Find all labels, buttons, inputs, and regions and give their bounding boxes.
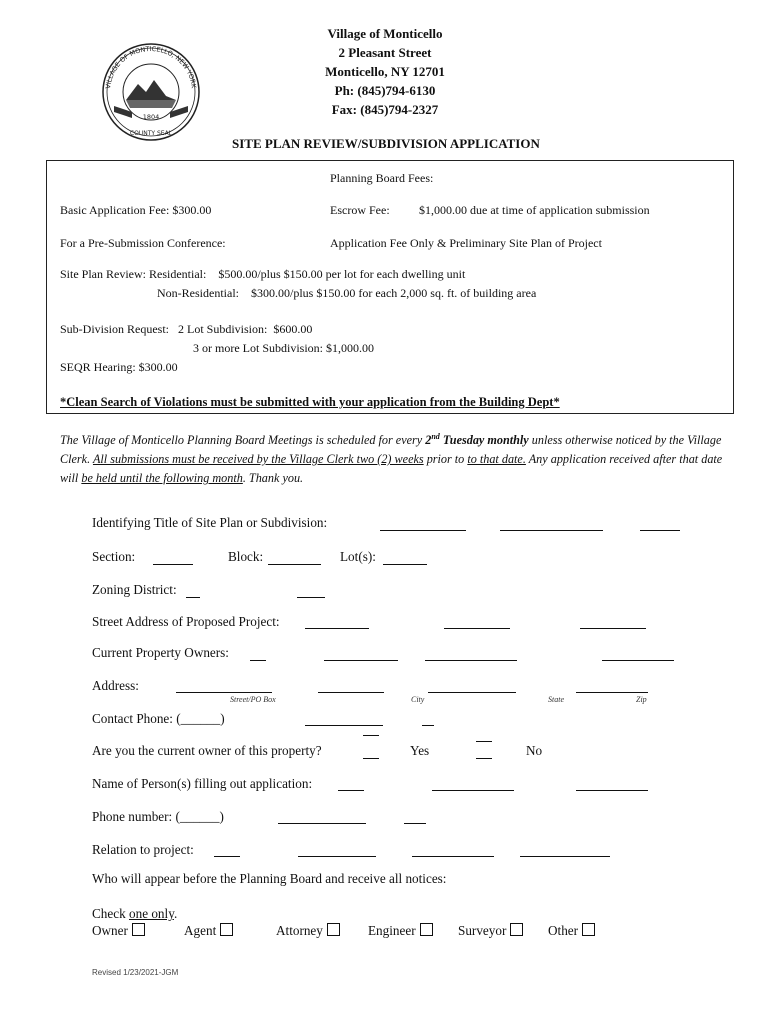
svg-text:COUNTY SEAL: COUNTY SEAL xyxy=(129,130,173,137)
pre-submission-value: Application Fee Only & Preliminary Site Plan of Project xyxy=(330,236,602,250)
owner-checkbox[interactable] xyxy=(132,923,145,936)
address-state-hint: State xyxy=(548,695,564,704)
subdivision-two-lot: Sub-Division Request: 2 Lot Subdivision: $600.00 xyxy=(60,322,313,336)
section-field[interactable] xyxy=(153,564,193,565)
option-owner-label: Owner xyxy=(92,923,128,938)
street-address-field-2[interactable] xyxy=(444,628,510,629)
phone-number-field-1[interactable] xyxy=(278,823,366,824)
pre-submission-label: For a Pre-Submission Conference: xyxy=(60,236,226,250)
street-address-field-3[interactable] xyxy=(580,628,646,629)
option-surveyor-label: Surveyor xyxy=(458,923,507,938)
svg-text:1804: 1804 xyxy=(142,113,160,121)
relation-field-4[interactable] xyxy=(520,856,610,857)
village-name: Village of Monticello xyxy=(327,26,443,41)
village-seal-logo xyxy=(92,40,210,144)
identifying-title-field-3[interactable] xyxy=(640,530,680,531)
no-label: No xyxy=(526,743,543,758)
relation-field-2[interactable] xyxy=(298,856,376,857)
lots-label: Lot(s): xyxy=(340,549,376,564)
current-owner-blank-top[interactable] xyxy=(363,735,379,736)
village-fax: Fax: (845)794-2327 xyxy=(331,102,439,117)
address-city-field-1[interactable] xyxy=(318,692,384,693)
yes-label: Yes xyxy=(410,743,430,758)
site-plan-residential: Site Plan Review: Residential: $500.00/plus $150.00 per lot for each dwelling unit xyxy=(60,267,466,281)
person-filling-field-3[interactable] xyxy=(576,790,648,791)
village-phone: Ph: (845)794-6130 xyxy=(334,83,436,98)
violations-note: *Clean Search of Violations must be submitted with your application from the Building Dept* xyxy=(60,395,560,409)
revised-footer: Revised 1/23/2021-JGM xyxy=(92,968,179,977)
agent-checkbox[interactable] xyxy=(220,923,233,936)
contact-phone-field-1[interactable] xyxy=(305,725,383,726)
identifying-title-label: Identifying Title of Site Plan or Subdivision: xyxy=(92,515,328,530)
contact-phone-label: Contact Phone: (______) xyxy=(92,711,225,726)
site-plan-nonresidential: Non-Residential: $300.00/plus $150.00 for each 2,000 sq. ft. of building area xyxy=(157,286,537,300)
village-street: 2 Pleasant Street xyxy=(338,45,432,60)
surveyor-checkbox[interactable] xyxy=(510,923,523,936)
street-address-label: Street Address of Proposed Project: xyxy=(92,614,280,629)
meeting-notice: The Village of Monticello Planning Board Meetings is scheduled for every 2nd Tuesday monthly unless otherwise noticed by the Village Clerk. All submissions must be received by the Village Clerk two (2) weeks prior to to that date. Any application received after that date will be held until the following month. Thank you. xyxy=(60,432,723,486)
who-appears-label: Who will appear before the Planning Board and receive all notices: xyxy=(92,871,447,886)
contact-phone-field-2[interactable] xyxy=(422,725,434,726)
no-blank[interactable] xyxy=(476,758,492,759)
owners-field-1[interactable] xyxy=(250,660,266,661)
relation-field-3[interactable] xyxy=(412,856,494,857)
current-owner-question: Are you the current owner of this property? xyxy=(92,743,322,758)
engineer-checkbox[interactable] xyxy=(420,923,433,936)
address-city-field-2[interactable] xyxy=(428,692,516,693)
option-surveyor[interactable] xyxy=(458,923,523,939)
option-agent-label: Agent xyxy=(184,923,217,938)
option-other-label: Other xyxy=(548,923,579,938)
identifying-title-field-1[interactable] xyxy=(380,530,466,531)
other-checkbox[interactable] xyxy=(582,923,595,936)
option-other[interactable] xyxy=(548,923,595,939)
identifying-title-field-2[interactable] xyxy=(500,530,603,531)
escrow-label: Escrow Fee: xyxy=(330,203,390,217)
lots-field[interactable] xyxy=(383,564,427,565)
phone-number-field-2[interactable] xyxy=(404,823,426,824)
zoning-field-2[interactable] xyxy=(297,597,325,598)
basic-fee: Basic Application Fee: $300.00 xyxy=(60,203,212,217)
no-blank-top[interactable] xyxy=(476,741,492,742)
person-filling-label: Name of Person(s) filling out application: xyxy=(92,776,313,791)
block-label: Block: xyxy=(228,549,264,564)
person-filling-field-1[interactable] xyxy=(338,790,364,791)
check-one-instruction: Check one only. xyxy=(92,906,178,921)
address-label: Address: xyxy=(92,678,139,693)
street-address-field-1[interactable] xyxy=(305,628,369,629)
phone-number-label: Phone number: (______) xyxy=(92,809,224,824)
zoning-label: Zoning District: xyxy=(92,582,177,597)
svg-text:VILLAGE OF MONTICELLO, NEW YOR: VILLAGE OF MONTICELLO, NEW YORK xyxy=(104,44,198,90)
owners-label: Current Property Owners: xyxy=(92,645,229,660)
option-engineer[interactable] xyxy=(368,923,433,939)
address-city-hint: City xyxy=(411,695,425,704)
option-engineer-label: Engineer xyxy=(368,923,416,938)
option-agent[interactable] xyxy=(184,923,233,939)
yes-blank[interactable] xyxy=(363,758,379,759)
owners-field-3[interactable] xyxy=(425,660,517,661)
address-street-field[interactable] xyxy=(176,692,272,693)
zoning-field-1[interactable] xyxy=(186,597,200,598)
seqr-fee: SEQR Hearing: $300.00 xyxy=(60,360,178,374)
fees-heading: Planning Board Fees: xyxy=(330,171,434,185)
option-owner[interactable] xyxy=(92,923,145,939)
option-attorney[interactable] xyxy=(276,923,340,939)
owners-field-4[interactable] xyxy=(602,660,674,661)
block-field[interactable] xyxy=(268,564,321,565)
address-zip-hint: Zip xyxy=(636,695,647,704)
address-street-hint: Street/PO Box xyxy=(230,695,276,704)
village-city: Monticello, NY 12701 xyxy=(325,64,445,79)
owners-field-2[interactable] xyxy=(324,660,398,661)
form-title: SITE PLAN REVIEW/SUBDIVISION APPLICATION xyxy=(232,136,540,151)
section-label: Section: xyxy=(92,549,136,564)
person-filling-field-2[interactable] xyxy=(432,790,514,791)
attorney-checkbox[interactable] xyxy=(327,923,340,936)
option-attorney-label: Attorney xyxy=(276,923,323,938)
relation-field-1[interactable] xyxy=(214,856,240,857)
subdivision-multi-lot: 3 or more Lot Subdivision: $1,000.00 xyxy=(193,341,374,355)
relation-label: Relation to project: xyxy=(92,842,194,857)
escrow-value: $1,000.00 due at time of application submission xyxy=(419,203,650,217)
address-state-zip-field[interactable] xyxy=(576,692,648,693)
